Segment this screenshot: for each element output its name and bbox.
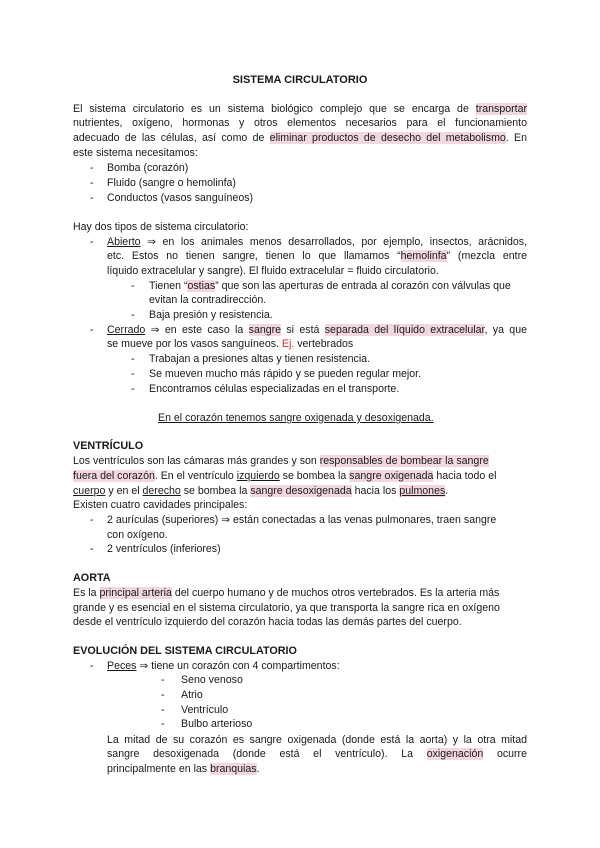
list-item: Conductos (vasos sanguíneos): [107, 192, 254, 204]
list-item: Fluido (sangre o hemolinfa): [107, 177, 236, 189]
intro-line-3: adecuado de las células, así como de eliminar productos de desecho del metabolismo. En: [73, 132, 527, 144]
aorta-line-1: Es la principal arteria del cuerpo humano y de muchos otros vertebrados. Es la arteria más: [73, 587, 500, 599]
bullet-dash: -: [161, 704, 165, 716]
bullet-dash: -: [90, 543, 94, 555]
ventricle-line-3: cuerpo y en el derecho se bombea la sangre desoxigenada hacia los pulmones.: [73, 485, 449, 497]
closed-sub-1: Trabajan a presiones altas y tienen resistencia.: [149, 353, 371, 365]
bullet-dash: -: [90, 192, 94, 204]
types-intro: Hay dos tipos de sistema circulatorio:: [73, 221, 249, 233]
bullet-dash: -: [90, 162, 94, 174]
fish-para-3: principalmente en las branquias.: [107, 763, 260, 775]
bullet-dash: -: [161, 674, 165, 686]
ventricle-line-2: fuera del corazón. En el ventrículo izquierdo se bombea la sangre oxigenada hacia todo el: [73, 470, 497, 482]
aorta-heading: AORTA: [73, 572, 111, 584]
bullet-dash: -: [161, 718, 165, 730]
closed-line-1: Cerrado ⇒ en este caso la sangre si está separada del líquido extracelular, ya que: [107, 324, 527, 336]
fish-para-2: sangre desoxigenada (donde está el ventrículo). La oxigenación ocurre: [107, 748, 527, 760]
intro-line-2: nutrientes, oxígeno, hormonas y otros elementos necesarios para el funcionamiento: [73, 117, 527, 129]
bullet-dash: -: [90, 177, 94, 189]
open-sub-2: Baja presión y resistencia.: [149, 309, 273, 321]
ventricle-bullet-1: 2 aurículas (superiores) ⇒ están conectadas a las venas pulmonares, traen sangre: [107, 514, 497, 526]
bullet-dash: -: [90, 514, 94, 526]
intro-line-4: este sistema necesitamos:: [73, 147, 198, 159]
ventricle-bullet-2: 2 ventrículos (inferiores): [107, 543, 221, 555]
fish-para-1: La mitad de su corazón es sangre oxigenada (donde está la aorta) y la otra mitad: [107, 734, 527, 746]
list-item: Bomba (corazón): [107, 162, 189, 174]
fish-part: Bulbo arterioso: [181, 718, 253, 730]
fish-line: Peces ⇒ tiene un corazón con 4 compartimentos:: [107, 660, 340, 672]
closed-sub-3: Encontramos células especializadas en el transporte.: [149, 383, 400, 395]
page-title: SISTEMA CIRCULATORIO: [232, 74, 368, 86]
fish-part: Seno venoso: [181, 674, 243, 686]
ventricle-line-1: Los ventrículos son las cámaras más grandes y son responsables de bombear la sangre: [73, 455, 489, 467]
aorta-line-3: desde el ventrículo izquierdo del corazón hacia todas las demás partes del cuerpo.: [73, 616, 462, 628]
aorta-line-2: grande y es esencial en el sistema circulatorio, ya que transporta la sangre rica en oxígeno: [73, 602, 500, 614]
evolution-heading: EVOLUCIÓN DEL SISTEMA CIRCULATORIO: [73, 645, 297, 657]
ventricle-heading: VENTRÍCULO: [73, 440, 144, 452]
fish-part: Atrio: [181, 689, 203, 701]
closed-line-2: se mueve por los vasos sanguíneos. Ej. vertebrados: [107, 338, 354, 350]
open-line-1: Abierto ⇒ en los animales menos desarrollados, por ejemplo, insectos, arácnidos,: [107, 236, 527, 248]
bullet-dash: -: [131, 368, 135, 380]
bullet-dash: -: [161, 689, 165, 701]
bullet-dash: -: [131, 383, 135, 395]
bullet-dash: -: [90, 660, 94, 672]
fish-part: Ventrículo: [181, 704, 229, 716]
bullet-dash: -: [131, 353, 135, 365]
ventricle-bullet-1b: con oxígeno.: [107, 529, 168, 541]
bullet-dash: -: [90, 324, 94, 336]
open-line-2: etc. Estos no tienen sangre, tienen lo que llamamos “hemolinfa” (mezcla entre: [107, 250, 527, 262]
closed-sub-2: Se mueven mucho más rápido y se pueden regular mejor.: [149, 368, 422, 380]
bullet-dash: -: [131, 309, 135, 321]
bullet-dash: -: [90, 236, 94, 248]
ventricle-line-4: Existen cuatro cavidades principales:: [73, 499, 248, 511]
open-line-3: líquido extracelular y sangre). El fluido extracelular = fluido circulatorio.: [107, 265, 439, 277]
open-sub-1: Tienen “ostias” que son las aperturas de entrada al corazón con válvulas que: [149, 280, 511, 292]
intro-line-1: El sistema circulatorio es un sistema biológico complejo que se encarga de transportar: [73, 103, 527, 115]
bullet-dash: -: [131, 280, 135, 292]
heart-note: En el corazón tenemos sangre oxigenada y desoxigenada.: [158, 412, 434, 424]
open-sub-1b: evitan la contradirección.: [149, 294, 267, 306]
